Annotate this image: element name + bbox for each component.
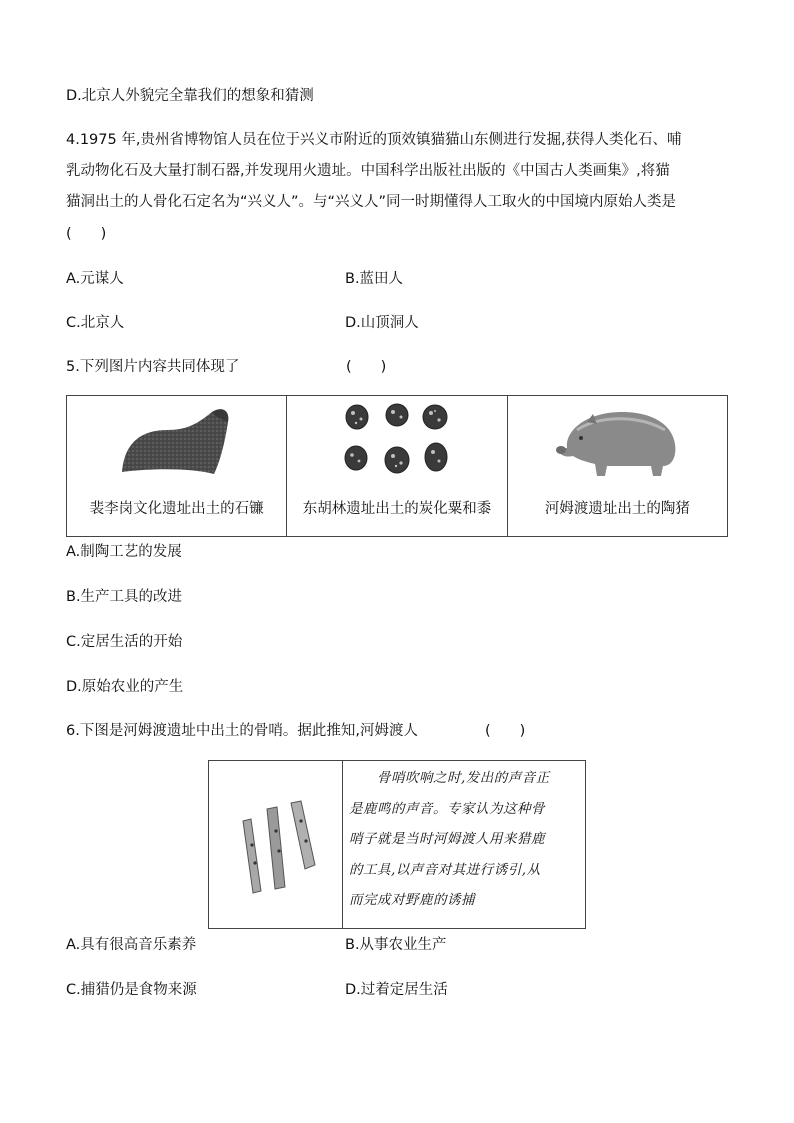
q6-figure-box xyxy=(208,760,586,929)
q5-caption-1: 裴李岗文化遗址出土的石镰 xyxy=(89,501,264,517)
q5-option-a: A.制陶工艺的发展 xyxy=(66,544,182,560)
q5-caption-2: 东胡林遗址出土的炭化粟和黍 xyxy=(302,501,492,517)
q6-description-line: 的工具,以声音对其进行诱引,从 xyxy=(349,861,541,878)
q6-option-a: A.具有很高音乐素养 xyxy=(66,937,197,953)
q5-option-b: B.生产工具的改进 xyxy=(66,589,183,605)
q5-cell-stone-sickle xyxy=(67,396,287,537)
q4-option-a: A.元谋人 xyxy=(66,271,124,287)
q4-option-d: D.山顶洞人 xyxy=(345,315,419,331)
carbonized-grain-image xyxy=(332,400,462,480)
q6-description-line: 哨子就是当时河姆渡人用来猎鹿 xyxy=(349,831,545,847)
q5-option-d: D.原始农业的产生 xyxy=(66,679,184,695)
q5-cell-pottery-pig xyxy=(507,396,727,537)
q6-image-cell xyxy=(209,761,343,928)
q6-option-d: D.过着定居生活 xyxy=(345,982,448,998)
q4-stem-line-3: 猫洞出土的人骨化石定名为“兴义人”。与“兴义人”同一时期懂得人工取火的中国境内原始人类是 xyxy=(66,194,677,210)
q6-answer-paren: ( ) xyxy=(485,723,526,739)
q4-stem-line-1: 4.1975 年,贵州省博物馆人员在位于兴义市附近的顶效镇猫猫山东侧进行发掘,获得人类化石、哺 xyxy=(66,132,682,148)
q4-stem-line-2: 乳动物化石及大量打制石器,并发现用火遗址。中国科学出版社出版的《中国古人类画集》,将猫 xyxy=(66,163,670,179)
q6-stem: 6.下图是河姆渡遗址中出土的骨哨。据此推知,河姆渡人 xyxy=(66,723,418,739)
bone-whistle-image xyxy=(221,791,331,901)
q5-caption-3: 河姆渡遗址出土的陶猪 xyxy=(544,501,690,517)
q4-option-b: B.蓝田人 xyxy=(345,271,404,287)
q6-description-line: 而完成对野鹿的诱捕 xyxy=(349,892,475,908)
stone-sickle-image xyxy=(112,402,242,482)
q6-option-c: C.捕猎仍是食物来源 xyxy=(66,982,197,998)
q4-answer-paren: ( ) xyxy=(66,226,107,242)
q3-option-d: D.北京人外貌完全靠我们的想象和猜测 xyxy=(66,88,314,104)
q5-cell-carbonized-grain xyxy=(287,396,507,537)
q6-option-b: B.从事农业生产 xyxy=(345,937,447,953)
q6-description xyxy=(349,763,581,916)
q4-option-c: C.北京人 xyxy=(66,315,125,331)
q5-stem: 5.下列图片内容共同体现了 xyxy=(66,359,240,375)
pottery-pig-image xyxy=(547,400,687,480)
q5-answer-paren: ( ) xyxy=(346,359,387,375)
q6-description-line: 骨哨吹响之时,发出的声音正 xyxy=(349,770,550,786)
q5-option-c: C.定居生活的开始 xyxy=(66,634,183,650)
q6-description-line: 是鹿鸣的声音。专家认为这种骨 xyxy=(349,800,545,817)
q5-image-table xyxy=(66,395,728,537)
